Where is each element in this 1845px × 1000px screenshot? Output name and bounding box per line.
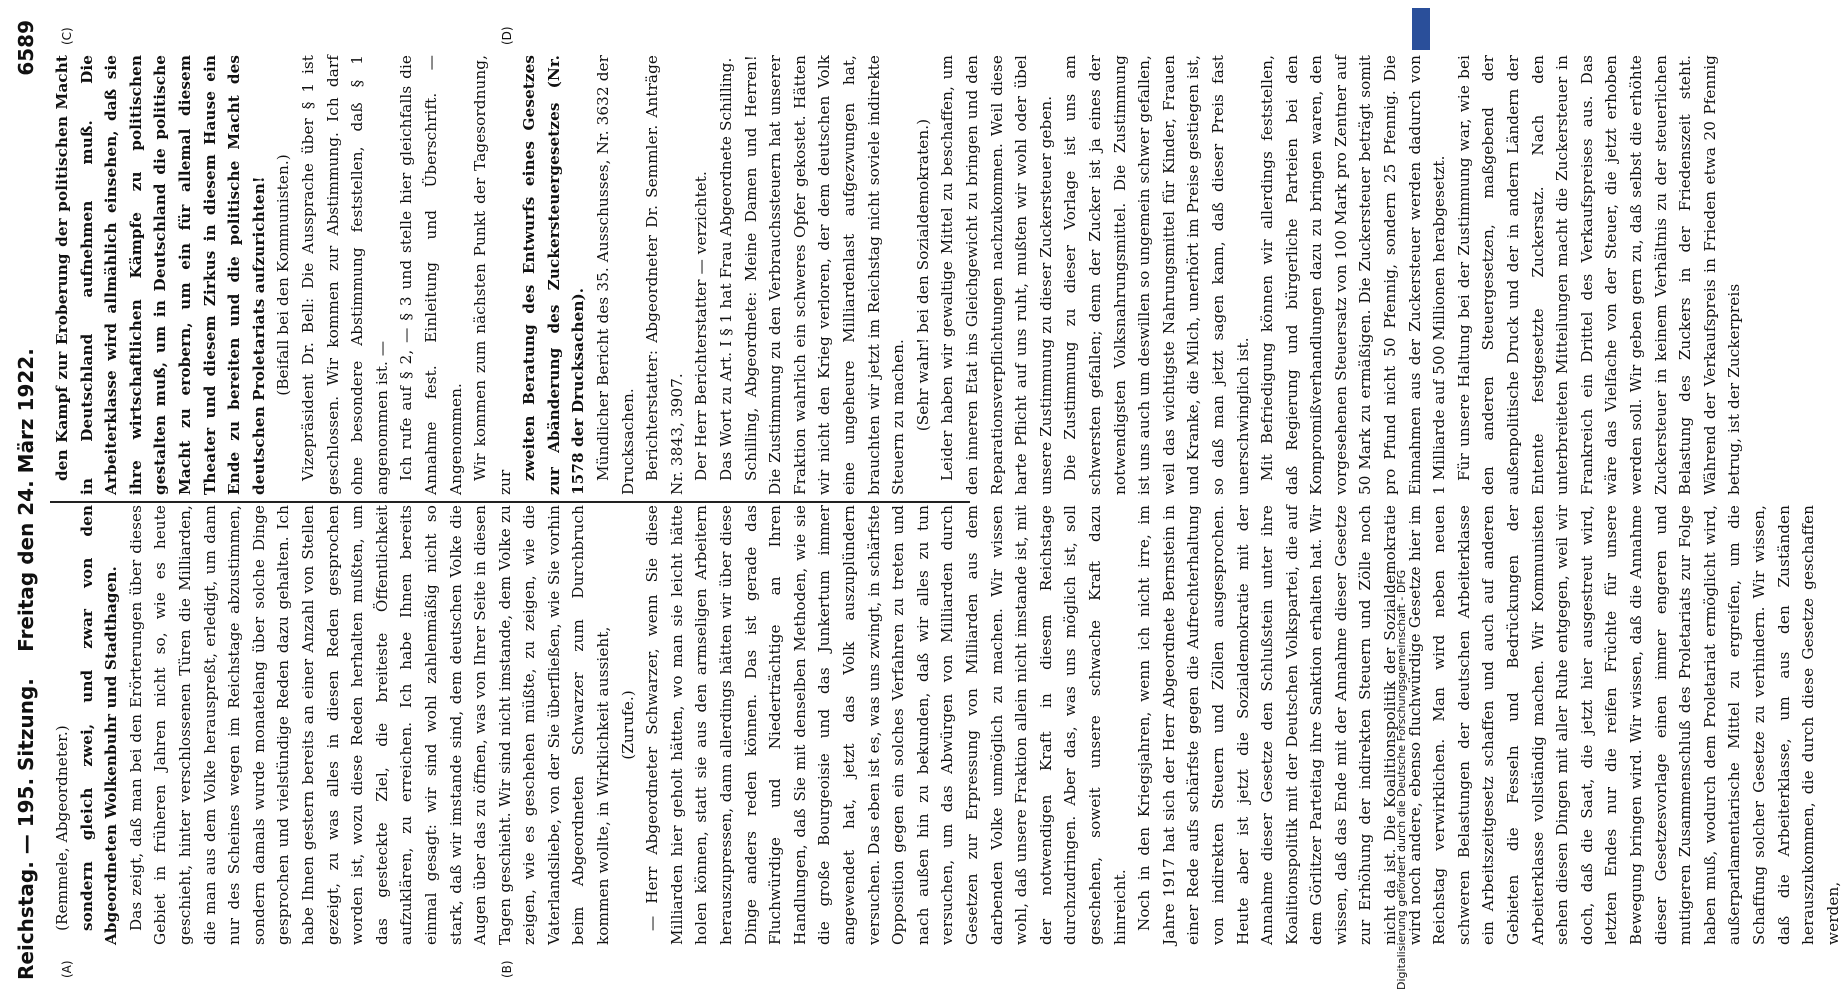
paragraph: Ich rufe auf § 2, — § 3 und stelle hier gleichfalls die Annahme fest. Einleitung und Überschrift. — Angenommen. [397,55,465,495]
dfg-logo-icon [1412,8,1430,50]
paragraph: (Sehr wahr! bei den Sozialdemokraten.) [913,118,932,432]
paragraph: Schilling, Abgeordnete: Meine Damen und Herren! Die Zustimmung zu den Verbrauchssteuern hat unserer Fraktion wahrlich ein schweres Opfer gekostet. Hätten wir nicht den Krieg verloren, der dem deutschen Volk eine ungeheure Milliardenlast aufgezwungen hat, brauchten wir jetzt im Reichstag nicht soviele indirekte Steuern zu machen. [741,55,908,495]
paragraph: (Zurufe.) [618,690,637,760]
paragraph: Der Herr Berichterstatter — verzichtet. [692,171,711,481]
dfg-notice-text: Digitalisierung gefördert durch die Deutsche Forschungsgemeinschaft - DFG [1395,569,1408,990]
margin-mark-c: (C) [60,27,74,45]
paragraph: Das Wort zu Art. I § 1 hat Frau Abgeordnete Schilling. [717,57,736,481]
paragraph: Die Zustimmung zu dieser Vorlage ist uns am schwersten gefallen; denn der Zucker ist ja eines der notwendigsten Volksnahrungsmittel. Die Zustimmung ist uns auch um deswillen so ungemein schwer gefallen, weil das wichtigste Nahrungsmittel für Kinder, Frauen und Kranke, die Milch, unerhört im Preise gestiegen ist, so daß man jetzt sagen kann, daß dieser Preis fast unerschwinglich ist. [1061,55,1252,495]
paragraph: Berichterstatter: Abgeordneter Dr. Semmler. Anträge Nr. 3843, 3907. [643,55,686,495]
margin-mark-d: (D) [500,26,514,45]
paragraph: Für unsere Haltung bei der Zustimmung war, wie bei den anderen Steuergesetzen, maßgebend der außenpolitische Druck und der in andern Ländern der Entente festgesetzte Zuckersatz. Nach den unterbreiteten Mitteilungen macht die Zuckersteuer in Frankreich ein Drittel des Verkaufspreises aus. Das wäre das Vielfache von der Steuer, die jetzt erhoben werden soll. Wir geben gern zu, daß selbst die erhöhte Zuckersteuer in keinem Verhältnis zu der steuerlichen Belastung des Zuckers in der Friedenszeit steht. Während der Verkaufspreis in Frieden etwa 20 Pfennig betrug, ist der Zuckerpreis [1454,55,1744,495]
right-column [50,55,1747,495]
paragraph: Mit Befriedigung können wir allerdings feststellen, daß Regierung und bürgerliche Parteien bei den Kompromißverhandlungen dazu zu bringen waren, den vorgesehenen Steuersatz von 100 Mark pro Zentner auf 50 Mark zu ermäßigen. Die Zuckersteuer beträgt somit pro Pfund nicht 50 Pfennig, sondern 25 Pfennig. Die Einnahmen aus der Zuckersteuer werden dadurch von 1 Milliarde auf 500 Millionen herabgesetzt. [1258,55,1449,495]
page-number: 6589 [14,20,38,76]
paragraph: (Beifall bei den Kommunisten.) [274,154,293,396]
paragraph: Noch in den Kriegsjahren, wenn ich nicht irre, im Jahre 1917 hat sich der Herr Abgeordnete Bernstein in einer Rede aufs schärfste gegen die Aufrechterhaltung von indirekten Steuern und Zöllen ausgesprochen. Heute aber ist jetzt die Sozialdemokratie mit der Annahme dieser Gesetze den Schlußstein unter ihre Koalitionspolitik mit der Deutschen Volkspartei, die auf dem Görlitzer Parteitag ihre Sanktion erhalten hat. Wir wissen, daß das Ende mit der Annahme dieser Gesetze zur Erhöhung der indirekten Steuern und Zölle noch nicht da ist. Die Koalitionspolitik der Sozialdemokratie wird noch andere, ebenso fluchwürdige Gesetze hier im Reichstag verwirklichen. Man wird neben neuen schweren Belastungen der deutschen Arbeiterklasse ein Arbeitszeitgesetz schaffen und auch auf anderen Gebieten die Fesseln und Bedrückungen der Arbeiterklasse vollständig machen. Wir Kommunisten sehen diesen Dingen mit aller Ruhe entgegen, weil wir doch, daß die Saat, die jetzt hier ausgestreut wird, letzten Endes nur die reifen Früchte für unsere Bewegung bringen wird. Wir wissen, daß die Annahme dieser Gesetzesvorlage einen immer engeren und mutigeren Zusammenschluß des Proletariats zur Folge haben muß, wodurch dem Proletariat ermöglicht wird, außerparlamentarische Mittel zu ergreifen, um die Schaffung solcher Gesetze zu verhindern. Wir wissen, daß die Arbeiterklasse, um aus den Zuständen herauszukommen, die durch diese Gesetze geschaffen werden, [1135,505,1842,945]
paragraph: Mündlicher Bericht des 35. Ausschusses, Nr. 3632 der Drucksachen. [594,55,637,495]
paragraph: den Kampf zur Eroberung der politischen Macht in Deutschland aufnehmen muß. Die Arbeiterklasse wird allmählich einsehen, daß sie ihre wirtschaftlichen Kämpfe zu politischen gestalten muß, um in Deutschland die politische Macht zu erobern, um ein für allemal diesem Theater und diesem Zirkus in diesem Hause ein Ende zu bereiten und die politische Macht des deutschen Proletariats aufzurichten! [53,55,268,495]
header-session: Reichstag. — 195. Sitzung. [14,678,38,980]
left-column [50,505,1845,945]
paragraph: Das zeigt, daß man bei den Erörterungen über dieses Gebiet in früheren Jahren nicht so, wie es heute geschieht, hinter verschlossenen Türen die Milliarden, die man aus dem Volke herauspreßt, erledigt, um dann nur des Scheines wegen im Reichstage abzustimmen, sondern damals wurde monatelang über solche Dinge gesprochen und vielstündige Reden dazu gehalten. Ich habe Ihnen gestern bereits an einer Anzahl von Stellen gezeigt, zu was alles in diesen Reden gesprochen worden ist, wozu diese Reden herhalten mußten, um das gesteckte Ziel, die breiteste Öffentlichkeit aufzuklären, zu erreichen. Ich habe Ihnen bereits einmal gesagt: wir sind wohl zahlenmäßig nicht so stark, daß wir imstande sind, dem deutschen Volke die Augen über das zu öffnen, was von Ihrer Seite in diesen Tagen geschieht. Wir sind nicht imstande, dem Volke zu zeigen, wie es geschehen müßte, zu zeigen, wie die Vaterlandsliebe, von der Sie überfließen, wie Sie vorhin beim Abgeordneten Schwarzer zum Durchbruch kommen wollte, in Wirklichkeit aussieht, [126,505,613,945]
margin-mark-a: (A) [60,960,74,978]
paragraph: (Remmele, Abgeordneter.) [53,725,71,931]
dfg-notice [1395,10,1425,990]
header-date: Freitag den 24. März 1922. [14,348,38,652]
paragraph: — Herr Abgeordneter Schwarzer, wenn Sie diese Milliarden hier geholt hätten, wo man sie leicht hätte holen können, statt sie aus den armseligen Arbeitern herauszupressen, dann allerdings hätten wir über diese Dinge anders reden können. Das ist gerade das Fluchwürdige und Niederträchtige an Ihren Handlungen, daß Sie mit denselben Methoden, wie sie die große Bourgeoisie und das Junkertum immer angewendet hat, jetzt das Volk auszuplündern versuchen. Das eben ist es, was uns zwingt, in schärfste Opposition gegen ein solches Verfahren zu treten und nach außen hin zu bekunden, daß wir alles zu tun versuchen, um das Abwürgen von Milliarden durch Gesetzen zur Erpressung von Milliarden aus dem darbenden Volke unmöglich zu machen. Wir wissen wohl, daß unsere Fraktion allein nicht imstande ist, mit der notwendigen Kraft in diesem Reichstage durchzudringen. Aber das, was uns möglich ist, soll geschehen, soweit unsere schwache Kraft dazu hinreicht. [643,505,1129,945]
paragraph: zweiten Beratung des Entwurfs eines Gesetzes zur Abänderung des Zuckersteuergesetzes (Nr. 1578 der Drucksachen). [520,55,588,495]
paragraph: Vizepräsident Dr. Bell: Die Aussprache über § 1 ist geschlossen. Wir kommen zur Abstimmung. Ich darf ohne besondere Abstimmung feststellen, daß § 1 angenommen ist. — [298,55,391,495]
column-divider [50,501,970,503]
margin-mark-b: (B) [500,960,514,978]
page-header [8,20,48,980]
paragraph: Leider haben wir gewaltige Mittel zu beschaffen, um den inneren Etat ins Gleichgewicht zu bringen und den Reparationsverpflichtungen nachzukommen. Weil diese harte Pflicht auf uns ruht, mußten wir wohl oder übel unsere Zustimmung zu dieser Zuckersteuer geben. [938,55,1055,495]
paragraph: sondern gleich zwei, und zwar von den Abgeordneten Wolkenbuhr und Stadthagen. [77,505,121,945]
paragraph: Wir kommen zum nächsten Punkt der Tagesordnung, zur [471,55,514,495]
